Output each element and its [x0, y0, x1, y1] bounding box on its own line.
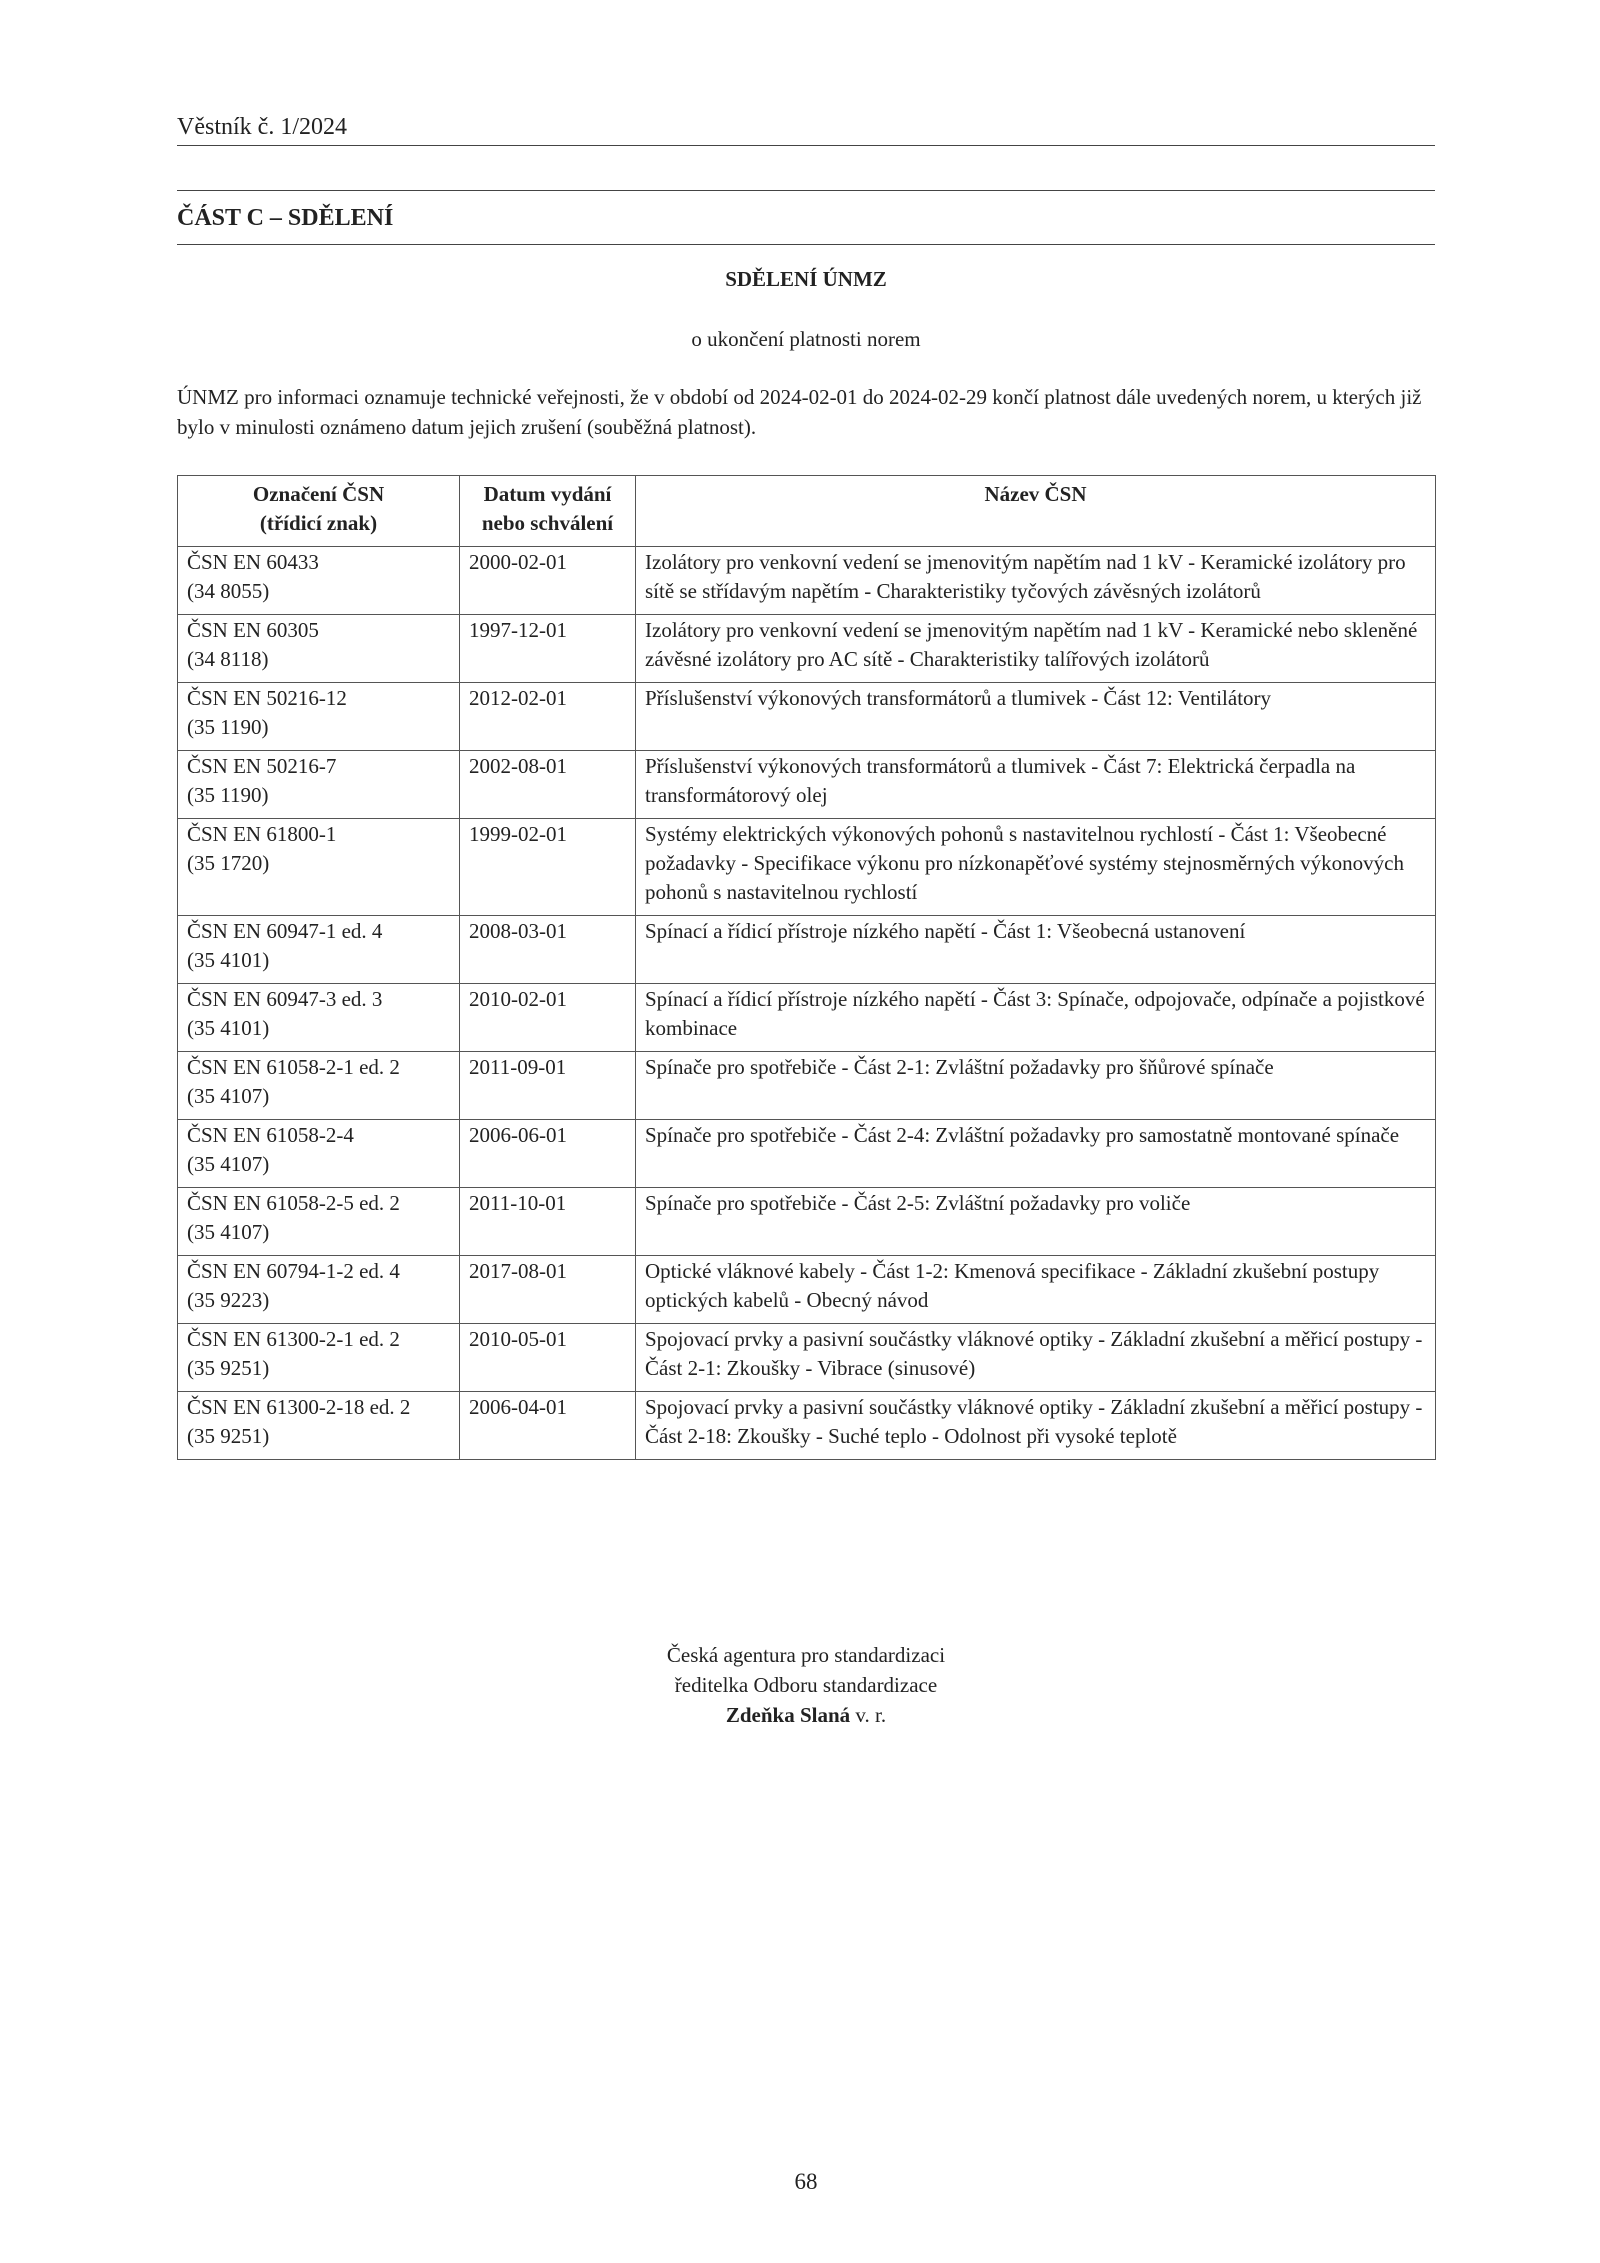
cell-code: [178, 1392, 460, 1460]
norm-code: ČSN EN 60794-1-2 ed. 4: [187, 1259, 400, 1283]
cell-date: 2011-09-01: [460, 1052, 636, 1120]
page-number: 68: [794, 2169, 818, 2194]
signature-suffix: v. r.: [850, 1703, 887, 1727]
cell-code: [178, 1052, 460, 1120]
norm-class: (35 4107): [187, 1152, 270, 1176]
norm-code: ČSN EN 61800-1: [187, 822, 337, 846]
section-title: ČÁST C – SDĚLENÍ: [177, 190, 1435, 245]
norm-code: ČSN EN 50216-12: [187, 686, 347, 710]
cell-date: 1999-02-01: [460, 819, 636, 916]
norm-class: (35 4101): [187, 1016, 270, 1040]
cell-name: Spínací a řídicí přístroje nízkého napětí - Část 3: Spínače, odpojovače, odpínače a pojistkové kombinace: [636, 984, 1436, 1052]
cell-name: Spínače pro spotřebiče - Část 2-5: Zvláštní požadavky pro voliče: [636, 1188, 1436, 1256]
signature-agency: Česká agentura pro standardizaci: [666, 1643, 946, 1667]
cell-date: 2010-05-01: [460, 1324, 636, 1392]
column-header-code-line2: (třídicí znak): [259, 511, 378, 535]
table-row: [178, 615, 1436, 683]
table-row: [178, 1324, 1436, 1392]
cell-date: 2012-02-01: [460, 683, 636, 751]
cell-date: 2006-04-01: [460, 1392, 636, 1460]
norm-code: ČSN EN 61300-2-18 ed. 2: [187, 1395, 411, 1419]
table-row: [178, 751, 1436, 819]
table-row: [178, 1120, 1436, 1188]
cell-name: Spojovací prvky a pasivní součástky vláknové optiky - Základní zkušební a měřicí postupy - Část 2-18: Zkoušky - Suché teplo - Odolnost při vysoké teplotě: [636, 1392, 1436, 1460]
intro-paragraph: ÚNMZ pro informaci oznamuje technické veřejnosti, že v období od 2024-02-01 do 2024-02-29 končí platnost dále uvedených norem, u kterých již bylo v minulosti oznámeno datum jejich zrušení (souběžná platnost).: [177, 385, 1422, 439]
norm-code: ČSN EN 60947-3 ed. 3: [187, 987, 383, 1011]
table-row: [178, 916, 1436, 984]
table-row: [178, 1188, 1436, 1256]
signature-name: Zdeňka Slaná: [725, 1703, 851, 1727]
cell-date: 2002-08-01: [460, 751, 636, 819]
cell-name: Systémy elektrických výkonových pohonů s nastavitelnou rychlostí - Část 1: Všeobecné požadavky - Specifikace výkonu pro nízkonapěťové systémy stejnosměrných výkonových pohonů s nastavitelnou rychlostí: [636, 819, 1436, 916]
norm-class: (34 8055): [187, 579, 270, 603]
table-row: [178, 547, 1436, 615]
norm-code: ČSN EN 61058-2-4: [187, 1123, 354, 1147]
cell-code: [178, 615, 460, 683]
norm-class: (35 1190): [187, 715, 269, 739]
norm-code: ČSN EN 60947-1 ed. 4: [187, 919, 383, 943]
cell-date: 2008-03-01: [460, 916, 636, 984]
signature-role: ředitelka Odboru standardizace: [674, 1673, 938, 1697]
table-header-row: [178, 476, 1436, 547]
cell-name: Spínací a řídicí přístroje nízkého napětí - Část 1: Všeobecná ustanovení: [636, 916, 1436, 984]
table-row: [178, 1256, 1436, 1324]
norm-class: (35 1720): [187, 851, 270, 875]
cell-name: Spínače pro spotřebiče - Část 2-1: Zvláštní požadavky pro šňůrové spínače: [636, 1052, 1436, 1120]
norm-class: (35 1190): [187, 783, 269, 807]
column-header-date: [460, 476, 636, 547]
norm-code: ČSN EN 50216-7: [187, 754, 337, 778]
norm-code: ČSN EN 61058-2-5 ed. 2: [187, 1191, 400, 1215]
cell-code: [178, 751, 460, 819]
cell-name: Příslušenství výkonových transformátorů a tlumivek - Část 7: Elektrická čerpadla na transformátorový olej: [636, 751, 1436, 819]
cell-code: [178, 819, 460, 916]
table-row: [178, 683, 1436, 751]
cell-name: Spojovací prvky a pasivní součástky vláknové optiky - Základní zkušební a měřicí postupy - Část 2-1: Zkoušky - Vibrace (sinusové): [636, 1324, 1436, 1392]
cell-date: 2011-10-01: [460, 1188, 636, 1256]
table-row: [178, 984, 1436, 1052]
cell-date: 2010-02-01: [460, 984, 636, 1052]
cell-code: [178, 984, 460, 1052]
norm-class: (35 9223): [187, 1288, 270, 1312]
table-row: [178, 1052, 1436, 1120]
column-header-code: [178, 476, 460, 547]
table-row: [178, 819, 1436, 916]
signature-block: [177, 1640, 1435, 1730]
norm-class: (34 8118): [187, 647, 269, 671]
norm-class: (35 9251): [187, 1356, 270, 1380]
running-header: Věstník č. 1/2024: [177, 112, 1435, 146]
notice-subheading: o ukončení platnosti norem: [691, 327, 921, 351]
norm-code: ČSN EN 61300-2-1 ed. 2: [187, 1327, 400, 1351]
cell-code: [178, 1256, 460, 1324]
cell-name: Spínače pro spotřebiče - Část 2-4: Zvláštní požadavky pro samostatně montované spínače: [636, 1120, 1436, 1188]
cell-code: [178, 1120, 460, 1188]
column-header-code-line1: Označení ČSN: [252, 482, 385, 506]
cell-code: [178, 547, 460, 615]
notice-heading: SDĚLENÍ ÚNMZ: [725, 267, 887, 291]
norm-code: ČSN EN 60433: [187, 550, 319, 574]
cell-name: Izolátory pro venkovní vedení se jmenovitým napětím nad 1 kV - Keramické nebo skleněné závěsné izolátory pro AC sítě - Charakteristiky talířových izolátorů: [636, 615, 1436, 683]
norm-code: ČSN EN 60305: [187, 618, 319, 642]
column-header-date-line2: nebo schválení: [481, 511, 614, 535]
cell-date: 1997-12-01: [460, 615, 636, 683]
cell-name: Optické vláknové kabely - Část 1-2: Kmenová specifikace - Základní zkušební postupy optických kabelů - Obecný návod: [636, 1256, 1436, 1324]
norm-class: (35 4101): [187, 948, 270, 972]
cell-date: 2000-02-01: [460, 547, 636, 615]
norm-class: (35 4107): [187, 1084, 270, 1108]
cell-name: Izolátory pro venkovní vedení se jmenovitým napětím nad 1 kV - Keramické izolátory pro sítě se střídavým napětím - Charakteristiky tyčových závěsných izolátorů: [636, 547, 1436, 615]
table-row: [178, 1392, 1436, 1460]
cell-name: Příslušenství výkonových transformátorů a tlumivek - Část 12: Ventilátory: [636, 683, 1436, 751]
cell-date: 2017-08-01: [460, 1256, 636, 1324]
norm-code: ČSN EN 61058-2-1 ed. 2: [187, 1055, 400, 1079]
norms-table: [177, 475, 1436, 1460]
cell-code: [178, 683, 460, 751]
cell-date: 2006-06-01: [460, 1120, 636, 1188]
column-header-name: Název ČSN: [636, 476, 1436, 547]
cell-code: [178, 916, 460, 984]
column-header-date-line1: Datum vydání: [483, 482, 612, 506]
cell-code: [178, 1188, 460, 1256]
norm-class: (35 4107): [187, 1220, 270, 1244]
signature-line: [177, 1700, 1435, 1730]
norm-class: (35 9251): [187, 1424, 270, 1448]
cell-code: [178, 1324, 460, 1392]
